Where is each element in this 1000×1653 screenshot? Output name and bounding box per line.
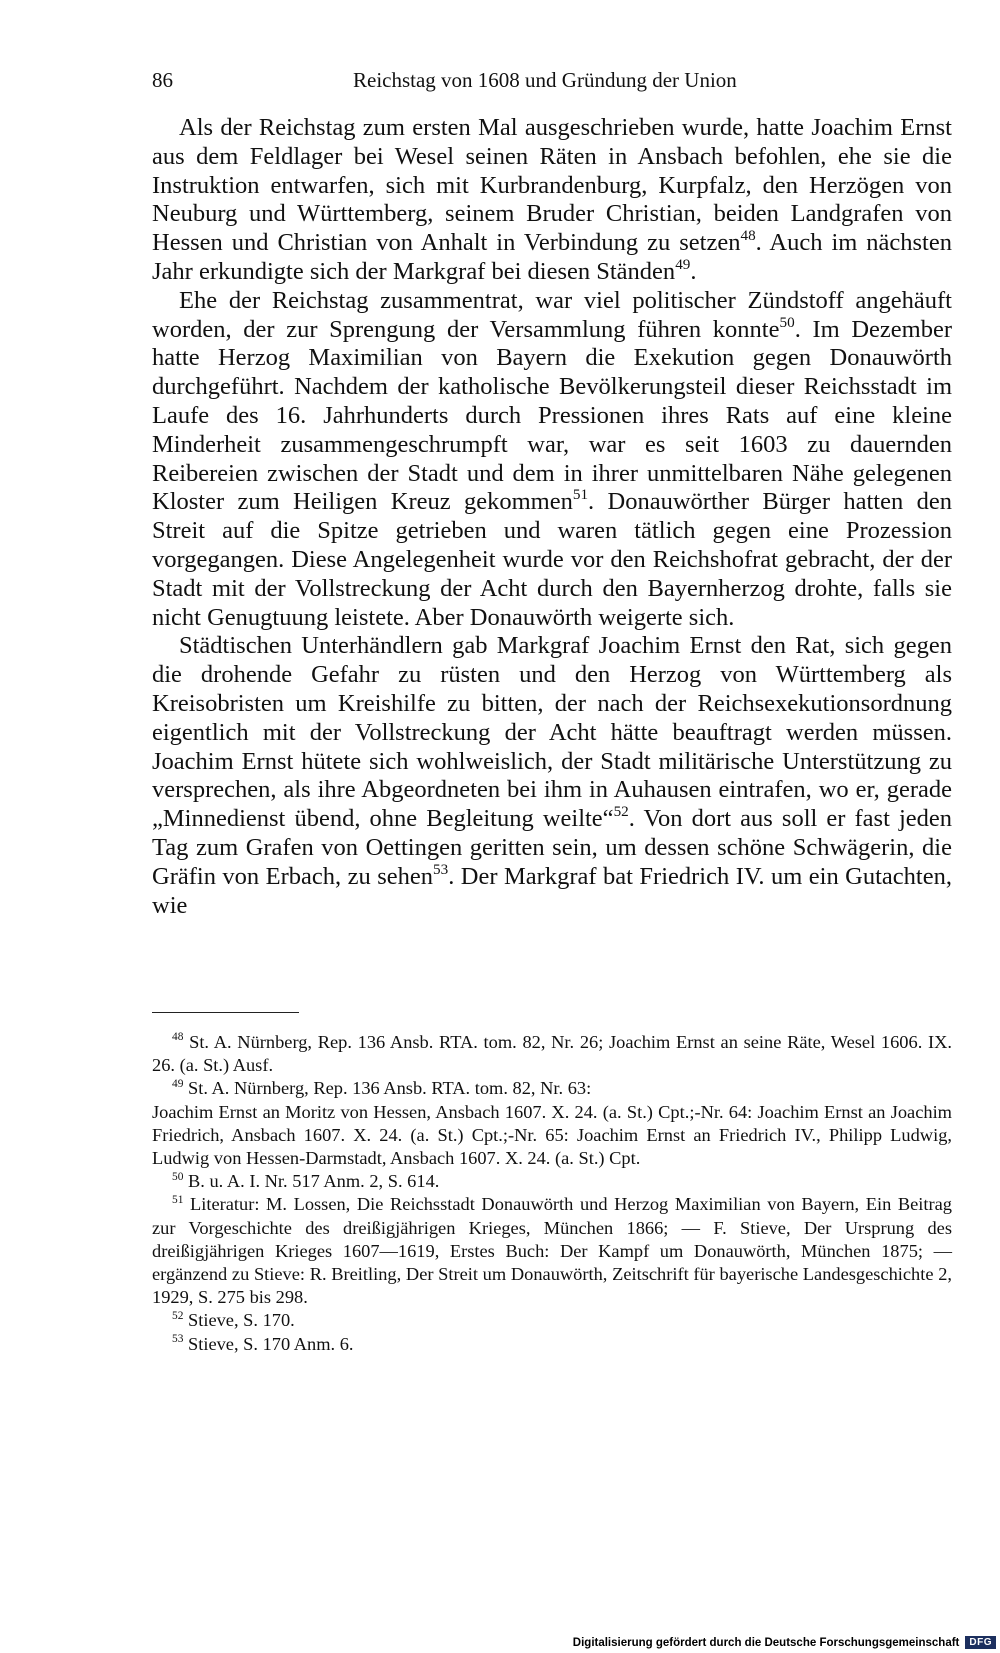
footnote-reference: 48 <box>740 227 756 245</box>
running-title: Reichstag von 1608 und Gründung der Union <box>353 68 737 92</box>
footnote-text: Stieve, S. 170 Anm. 6. <box>188 1333 354 1354</box>
footnote-reference: 49 <box>675 256 691 274</box>
footnote-text: Stieve, S. 170. <box>188 1310 295 1331</box>
page-number: 86 <box>152 68 173 92</box>
footnote <box>152 1031 952 1077</box>
body-paragraph <box>152 114 952 287</box>
dfg-logo: DFG <box>965 1636 996 1649</box>
footnote-text: Literatur: M. Lossen, Die Reichsstadt Donauwörth und Herzog Maximilian von Bayern, Ein Beitrag zur Vorgeschichte des dreißigjährigen Krieges, München 1866; — F. Stieve, Der Ursprung des dreißigjährigen Krieges 1607—1619, Erstes Buch: Der Kampf um Donauwörth, München 1875; — ergänzend zu Stieve: R. Breitling, Der Streit um Donauwörth, Zeitschrift für bayerische Landesgeschichte 2, 1929, S. 275 bis 298. <box>152 1194 952 1308</box>
paragraph-text: . Auch im nächsten Jahr erkundigte sich der Markgraf bei diesen Ständen <box>152 229 952 285</box>
footnote <box>152 1333 952 1356</box>
paragraph-text: . Der Markgraf bat Friedrich IV. um ein Gutachten, wie <box>152 862 952 919</box>
footnote <box>152 1077 952 1100</box>
footnote-text: B. u. A. I. Nr. 517 Anm. 2, S. 614. <box>188 1171 440 1192</box>
footnote-number: 53 <box>172 1332 184 1345</box>
footnote <box>152 1170 952 1193</box>
footnote-reference: 53 <box>433 860 449 878</box>
footnote <box>152 1309 952 1332</box>
footnotes <box>152 1031 952 1356</box>
footnote-number: 48 <box>172 1031 184 1044</box>
footnote-number: 52 <box>172 1309 184 1322</box>
footnote-number: 49 <box>172 1077 184 1090</box>
footnote <box>152 1193 952 1309</box>
footnote-text: Joachim Ernst an Moritz von Hessen, Ansbach 1607. X. 24. (a. St.) Cpt.;-Nr. 64: Joachim Ernst an Joachim Friedrich, Ansbach 1607. X. 24. (a. St.) Cpt.;-Nr. 65: Joachim Ernst an Friedrich IV., Philipp Ludwig, Ludwig von Hessen-Darmstadt, Ansbach 1607. X. 24. (a. St.) Cpt. <box>152 1101 952 1169</box>
digitization-footer <box>573 1636 996 1649</box>
paragraph-text: . Von dort aus soll er fast jeden Tag zum Grafen von Oettingen geritten sein, um dessen schöne Schwägerin, die Gräfin von Erbach, zu sehen <box>152 805 953 890</box>
page-header <box>152 68 952 98</box>
paragraph-text: . Donauwörther Bürger hatten den Streit auf die Spitze getrieben und waren tätlich gegen eine Prozession vorgegangen. Diese Angelegenheit wurde vor den Reichshofrat gebracht, der der Stadt mit der Vollstreckung der Acht durch den Bayernherzog drohte, falls sie nicht Genugtuung leistete. Aber Donauwörth weigerte sich. <box>152 488 952 631</box>
body-paragraph <box>152 287 952 633</box>
body-text <box>152 114 952 920</box>
body-paragraph <box>152 632 952 920</box>
footnote-number: 51 <box>172 1193 184 1206</box>
paragraph-text: Städtischen Unterhändlern gab Markgraf Joachim Ernst den Rat, sich gegen die drohende Gefahr zu rüsten und den Herzog von Württemberg als Kreisobristen um Kreishilfe zu bitten, der nach der Reichsexekutionsordnung eigentlich mit der Vollstreckung der Acht hätte beauftragt werden müssen. Joachim Ernst hütete sich wohlweislich, der Stadt militärische Unterstützung zu versprechen, als ihre Abgeordneten bei ihm in Auhausen eintrafen, wo er, gerade „Minnedienst übend, ohne Begleitung weilte“ <box>152 632 952 833</box>
footnote-reference: 50 <box>779 313 795 331</box>
footnote-text: St. A. Nürnberg, Rep. 136 Ansb. RTA. tom. 82, Nr. 26; Joachim Ernst an seine Räte, Wesel 1606. IX. 26. (a. St.) Ausf. <box>152 1032 952 1076</box>
paragraph-text: Ehe der Reichstag zusammentrat, war viel politischer Zündstoff angehäuft worden, der zur Sprengung der Versammlung führen konnte <box>152 286 952 343</box>
paragraph-text: . <box>690 257 697 285</box>
paragraph-text: Als der Reichstag zum ersten Mal ausgeschrieben wurde, hatte Joachim Ernst aus dem Feldlager bei Wesel seinen Räten in Ansbach befohlen, ehe sie die Instruktion entwarfen, sich mit Kurbrandenburg, Kurpfalz, den Herzögen von Neuburg und Württemberg, seinem Bruder Christian, beiden Landgrafen von Hessen und Christian von Anhalt in Verbindung zu setzen <box>152 114 952 257</box>
footnote-number: 50 <box>172 1170 184 1183</box>
footnote-reference: 51 <box>572 486 589 504</box>
footnote-text: St. A. Nürnberg, Rep. 136 Ansb. RTA. tom. 82, Nr. 63: <box>188 1078 592 1099</box>
footnote-reference: 52 <box>613 803 629 821</box>
footer-credit: Digitalisierung gefördert durch die Deutsche Forschungsgemeinschaft <box>572 1636 960 1649</box>
paragraph-text: . Im Dezember hatte Herzog Maximilian von Bayern die Exekution gegen Donauwörth durchgeführt. Nachdem der katholische Bevölkerungsteil dieser Reichsstadt im Laufe des 16. Jahrhunderts durch Pressionen ihres Rats auf eine kleine Minderheit zusammengeschrumpft war, war es seit 1603 zu dauernden Reibereien zwischen der Stadt und dem in ihrer unmittelbaren Nähe gelegenen Kloster zum Heiligen Kreuz gekommen <box>152 315 952 516</box>
footnote-rule <box>152 1012 299 1013</box>
footnote <box>152 1101 952 1171</box>
